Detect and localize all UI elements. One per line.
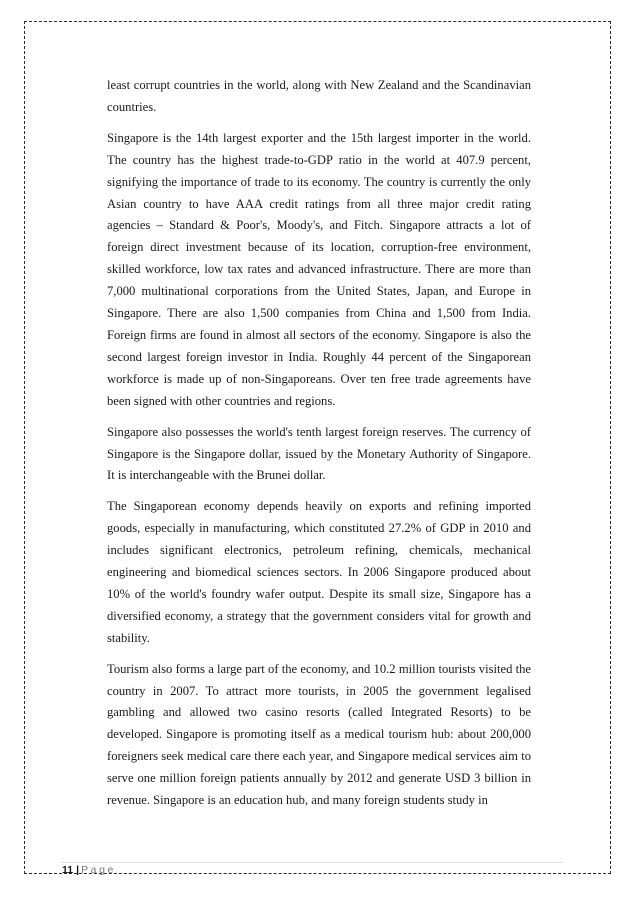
document-body: [107, 75, 531, 821]
paragraph: least corrupt countries in the world, along with New Zealand and the Scandinavian countries.: [107, 78, 531, 114]
paragraph: The Singaporean economy depends heavily on exports and refining imported goods, especially in manufacturing, which constituted 27.2% of GDP in 2010 and includes significant electronics, petroleum refining, chemicals, mechanical engineering and biomedical sciences sectors. In 2006 Singapore produced about 10% of the world's foundry wafer output. Despite its small size, Singapore has a diversified economy, a strategy that the government considers vital for growth and stability.: [107, 499, 531, 645]
footer-separator: |: [76, 864, 80, 876]
footer-divider: [61, 862, 563, 863]
page-label: Page: [81, 864, 116, 876]
paragraph: Tourism also forms a large part of the economy, and 10.2 million tourists visited the country in 2007. To attract more tourists, in 2005 the government legalised gambling and allowed two casino resorts (called Integrated Resorts) to be developed. Singapore is promoting itself as a medical tourism hub: about 200,000 foreigners seek medical care there each year, and Singapore medical services aim to serve one million foreign patients annually by 2012 and generate USD 3 billion in revenue. Singapore is an education hub, and many foreign students study in: [107, 661, 531, 808]
page-number: 11: [62, 864, 74, 876]
paragraph: Singapore is the 14th largest exporter and the 15th largest importer in the world. The country has the highest trade-to-GDP ratio in the world at 407.9 percent, signifying the importance of trade to its economy. The country is currently the only Asian country to have AAA credit ratings from all three major credit rating agencies – Standard & Poor's, Moody's, and Fitch. Singapore attracts a lot of foreign direct investment because of its location, corruption-free environment, skilled workforce, low tax rates and advanced infrastructure. There are more than 7,000 multinational corporations from the United States, Japan, and Europe in Singapore. There are also 1,500 companies from China and 1,500 from India. Foreign firms are found in almost all sectors of the economy. Singapore is also the second largest foreign investor in India. Roughly 44 percent of the Singaporean workforce is made up of non-Singaporeans. Over ten free trade agreements have been signed with other countries and regions.: [107, 130, 531, 408]
page-footer: [62, 863, 116, 877]
paragraph: Singapore also possesses the world's tenth largest foreign reserves. The currency of Singapore is the Singapore dollar, issued by the Monetary Authority of Singapore. It is interchangeable with the Brunei dollar.: [107, 424, 531, 483]
